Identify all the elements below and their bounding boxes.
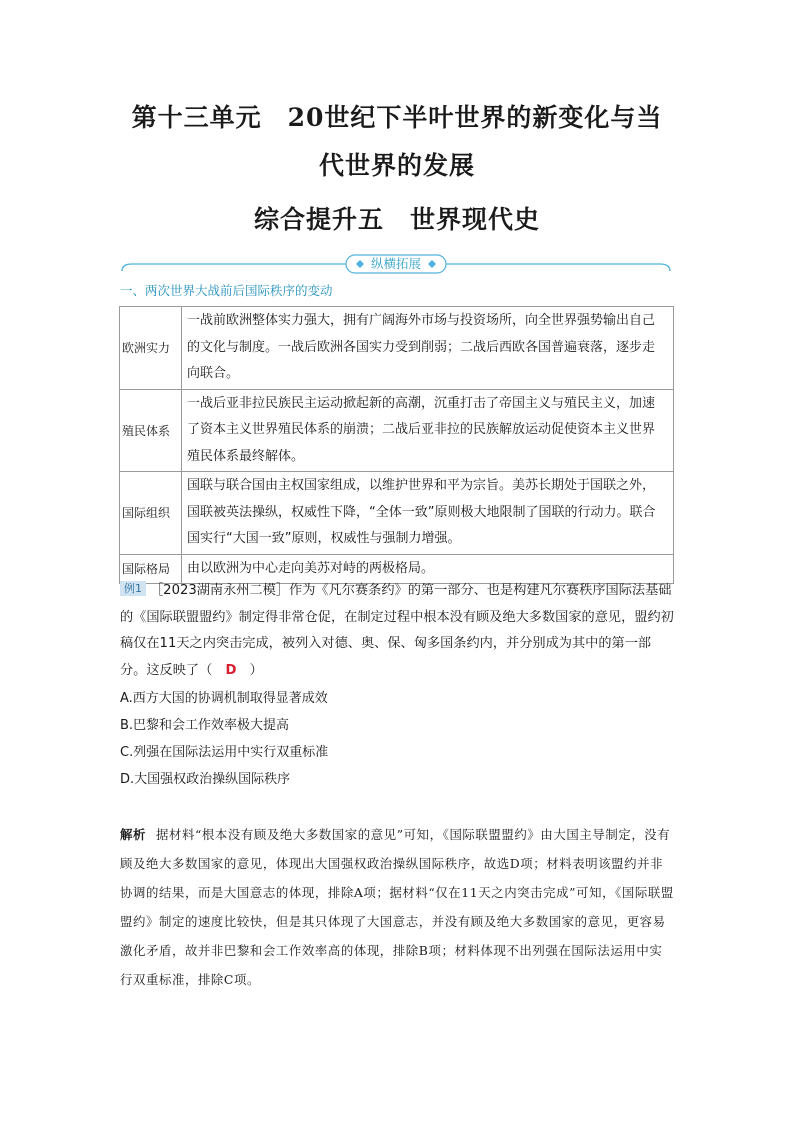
table-row xyxy=(120,307,674,390)
unit-title-line2: 代世界的发展 xyxy=(318,151,475,180)
analysis-text: 据材料“根本没有顾及绝大多数国家的意见”可知，《国际联盟盟约》由大国主导制定，没有顾及绝大多数国家的意见，体现出大国强权政治操纵国际秩序，故选D项；材料表明该盟约并非协调的结果，而是大国意志的体现，排除A项；据材料“仅在11天之内突击完成”可知，《国际联盟盟约》制定的速度比较快，但是其只体现了大国意志，并没有顾及绝大多数国家的意见，更容易激化矛盾，故并非巴黎和会工作效率高的体现，排除B项；材料体现不出列强在国际法运用中实行双重标准，排除C项。 xyxy=(120,827,674,987)
row-header: 殖民体系 xyxy=(120,389,182,472)
row-content: 一战前欧洲整体实力强大，拥有广阔海外市场与投资场所，向全世界强势输出自己的文化与制度。一战后欧洲各国实力受到削弱；二战后西欧各国普遍衰落，逐步走向联合。 xyxy=(182,307,674,390)
answer-options xyxy=(120,685,328,793)
question-stem: ［2023湖南永州二模］作为《凡尔赛条约》的第一部分、也是构建凡尔赛秩序国际法基础的《国际联盟盟约》制定得非常仓促，在制定过程中根本没有顾及绝大多数国家的意见，盟约初稿仅在11天之内突击完成，被列入对德、奥、保、匈多国条约内，并分别成为其中的第一部分。这反映了（ xyxy=(120,583,674,678)
analysis xyxy=(120,820,674,994)
row-header: 欧洲实力 xyxy=(120,307,182,390)
question-tail: ） xyxy=(236,662,263,678)
row-content: 由以欧洲为中心走向美苏对峙的两极格局。 xyxy=(182,554,674,584)
analysis-label: 解析 xyxy=(120,827,146,842)
row-header: 国际格局 xyxy=(120,554,182,584)
row-header: 国际组织 xyxy=(120,472,182,555)
section-heading: 一、两次世界大战前后国际秩序的变动 xyxy=(120,283,333,298)
section-title: 综合提升五 世界现代史 xyxy=(253,205,540,234)
option-c: C.列强在国际法运用中实行双重标准 xyxy=(120,745,329,760)
unit-title-line1: 第十三单元 20世纪下半叶世界的新变化与当 xyxy=(131,103,663,132)
option-d: D.大国强权政治操纵国际秩序 xyxy=(120,772,291,787)
table-row xyxy=(120,389,674,472)
comparison-table xyxy=(119,306,674,584)
section-banner xyxy=(120,252,672,276)
row-content: 国联与联合国由主权国家组成，以维护世界和平为宗旨。美苏长期处于国联之外，国联被英法操纵，权威性下降，“全体一致”原则极大地限制了国联的行动力。联合国实行“大国一致”原则，权威性与强制力增强。 xyxy=(182,472,674,555)
example-badge: 例1 xyxy=(120,581,146,596)
table-row xyxy=(120,472,674,555)
banner-label: 纵横拓展 xyxy=(370,256,421,271)
option-a: A.西方大国的协调机制取得显著成效 xyxy=(120,691,328,706)
example-question xyxy=(120,578,676,684)
answer-letter: D xyxy=(225,662,237,678)
row-content: 一战后亚非拉民族民主运动掀起新的高潮，沉重打击了帝国主义与殖民主义，加速了资本主义世界殖民体系的崩溃；二战后亚非拉的民族解放运动促使资本主义世界殖民体系最终解体。 xyxy=(182,389,674,472)
option-b: B.巴黎和会工作效率极大提高 xyxy=(120,718,290,733)
